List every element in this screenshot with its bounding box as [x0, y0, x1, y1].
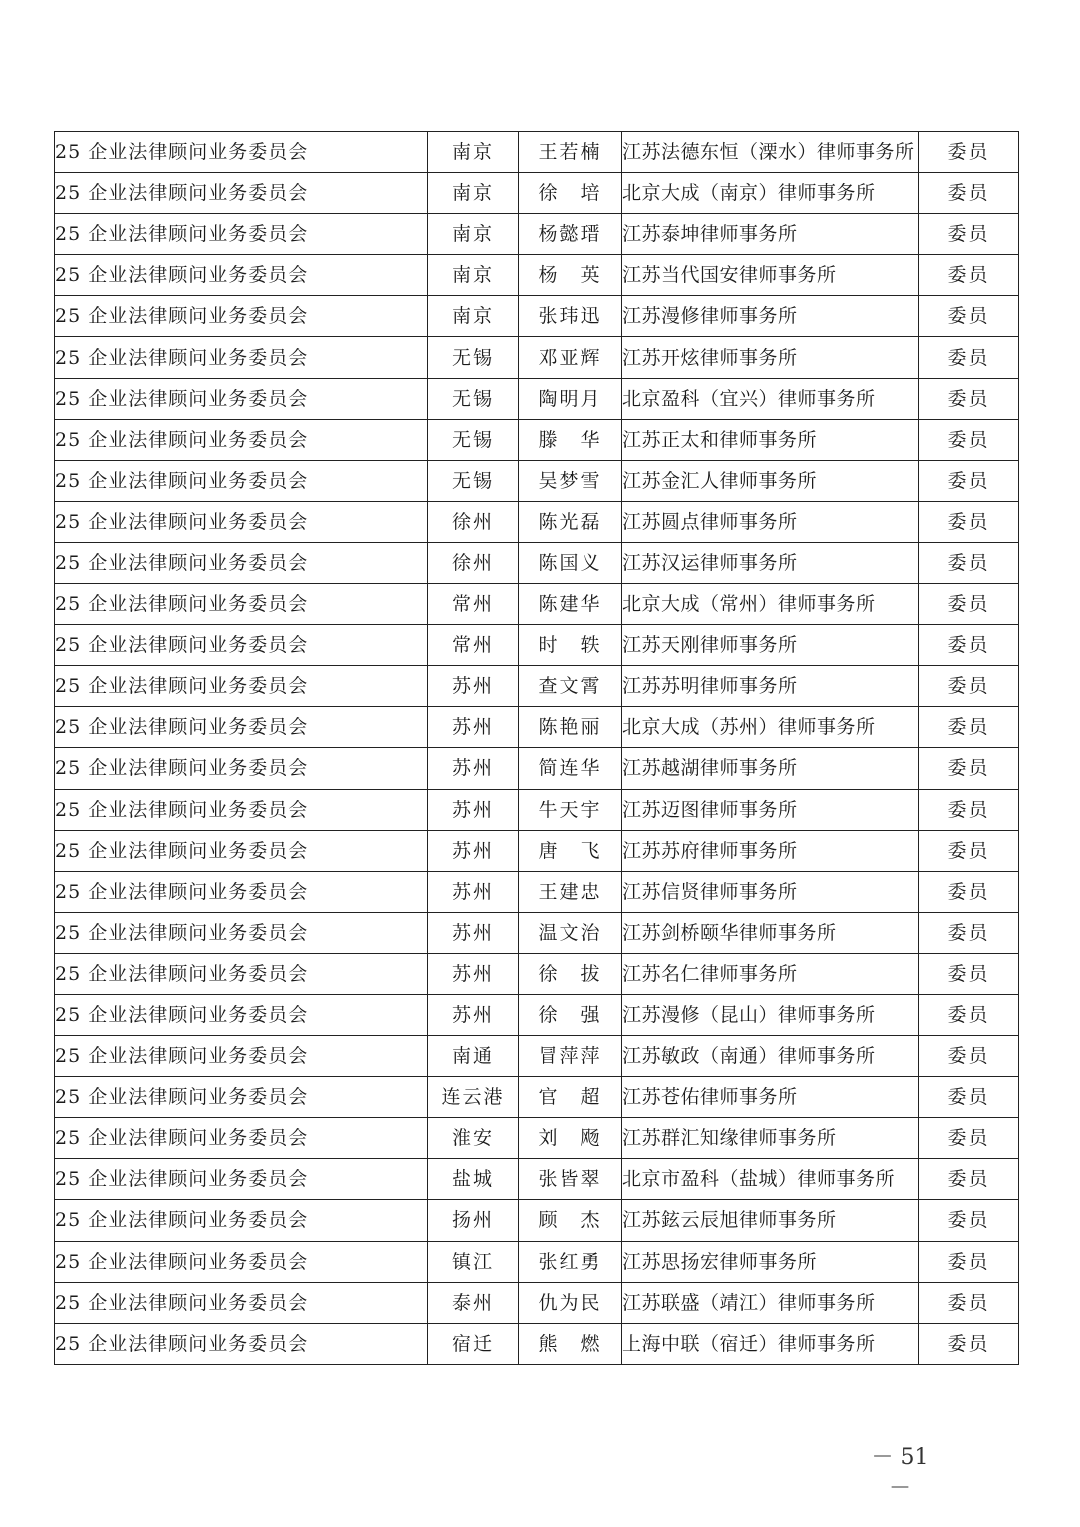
member-name-cell: 徐 培 — [519, 173, 622, 214]
role-cell: 委员 — [919, 830, 1019, 871]
committee-cell: 25 企业法律顾问业务委员会 — [55, 666, 428, 707]
law-firm-cell: 江苏漫修律师事务所 — [622, 296, 919, 337]
committee-cell: 25 企业法律顾问业务委员会 — [55, 1200, 428, 1241]
city-cell: 无锡 — [428, 460, 519, 501]
member-name-cell: 冒萍萍 — [519, 1036, 622, 1077]
committee-cell: 25 企业法律顾问业务委员会 — [55, 707, 428, 748]
member-name-cell: 徐 拔 — [519, 953, 622, 994]
role-cell: 委员 — [919, 912, 1019, 953]
city-cell: 苏州 — [428, 748, 519, 789]
member-name-cell: 简连华 — [519, 748, 622, 789]
law-firm-cell: 江苏迈图律师事务所 — [622, 789, 919, 830]
law-firm-cell: 江苏金汇人律师事务所 — [622, 460, 919, 501]
role-cell: 委员 — [919, 1077, 1019, 1118]
committee-cell: 25 企业法律顾问业务委员会 — [55, 1241, 428, 1282]
member-name-cell: 邓亚辉 — [519, 337, 622, 378]
table-row — [55, 1323, 1019, 1364]
role-cell: 委员 — [919, 173, 1019, 214]
law-firm-cell: 江苏思扬宏律师事务所 — [622, 1241, 919, 1282]
city-cell: 南京 — [428, 296, 519, 337]
role-cell: 委员 — [919, 1200, 1019, 1241]
committee-cell: 25 企业法律顾问业务委员会 — [55, 1159, 428, 1200]
role-cell: 委员 — [919, 132, 1019, 173]
role-cell: 委员 — [919, 994, 1019, 1035]
committee-cell: 25 企业法律顾问业务委员会 — [55, 1036, 428, 1077]
law-firm-cell: 江苏法德东恒（溧水）律师事务所 — [622, 132, 919, 173]
city-cell: 宿迁 — [428, 1323, 519, 1364]
table-row — [55, 584, 1019, 625]
city-cell: 徐州 — [428, 542, 519, 583]
table-row — [55, 1241, 1019, 1282]
member-name-cell: 杨懿瑨 — [519, 214, 622, 255]
table-row — [55, 1036, 1019, 1077]
role-cell: 委员 — [919, 871, 1019, 912]
committee-cell: 25 企业法律顾问业务委员会 — [55, 584, 428, 625]
member-name-cell: 张皆翠 — [519, 1159, 622, 1200]
table-row — [55, 1159, 1019, 1200]
table-row — [55, 871, 1019, 912]
member-name-cell: 王建忠 — [519, 871, 622, 912]
committee-cell: 25 企业法律顾问业务委员会 — [55, 296, 428, 337]
table-row — [55, 419, 1019, 460]
table-row — [55, 132, 1019, 173]
committee-cell: 25 企业法律顾问业务委员会 — [55, 132, 428, 173]
committee-cell: 25 企业法律顾问业务委员会 — [55, 501, 428, 542]
role-cell: 委员 — [919, 1282, 1019, 1323]
role-cell: 委员 — [919, 501, 1019, 542]
committee-cell: 25 企业法律顾问业务委员会 — [55, 953, 428, 994]
table-row — [55, 953, 1019, 994]
role-cell: 委员 — [919, 584, 1019, 625]
city-cell: 苏州 — [428, 953, 519, 994]
role-cell: 委员 — [919, 542, 1019, 583]
committee-cell: 25 企业法律顾问业务委员会 — [55, 789, 428, 830]
committee-cell: 25 企业法律顾问业务委员会 — [55, 255, 428, 296]
role-cell: 委员 — [919, 378, 1019, 419]
city-cell: 南通 — [428, 1036, 519, 1077]
law-firm-cell: 江苏正太和律师事务所 — [622, 419, 919, 460]
member-name-cell: 吴梦雪 — [519, 460, 622, 501]
role-cell: 委员 — [919, 748, 1019, 789]
role-cell: 委员 — [919, 953, 1019, 994]
member-name-cell: 仇为民 — [519, 1282, 622, 1323]
law-firm-cell: 江苏苍佑律师事务所 — [622, 1077, 919, 1118]
committee-cell: 25 企业法律顾问业务委员会 — [55, 460, 428, 501]
law-firm-cell: 江苏开炫律师事务所 — [622, 337, 919, 378]
table-row — [55, 625, 1019, 666]
member-name-cell: 滕 华 — [519, 419, 622, 460]
city-cell: 淮安 — [428, 1118, 519, 1159]
member-name-cell: 唐 飞 — [519, 830, 622, 871]
law-firm-cell: 北京市盈科（盐城）律师事务所 — [622, 1159, 919, 1200]
law-firm-cell: 江苏信贤律师事务所 — [622, 871, 919, 912]
table-row — [55, 789, 1019, 830]
member-name-cell: 查文霄 — [519, 666, 622, 707]
law-firm-cell: 江苏天刚律师事务所 — [622, 625, 919, 666]
city-cell: 苏州 — [428, 666, 519, 707]
committee-cell: 25 企业法律顾问业务委员会 — [55, 830, 428, 871]
law-firm-cell: 江苏汉运律师事务所 — [622, 542, 919, 583]
role-cell: 委员 — [919, 1159, 1019, 1200]
law-firm-cell: 江苏泰坤律师事务所 — [622, 214, 919, 255]
committee-cell: 25 企业法律顾问业务委员会 — [55, 337, 428, 378]
member-name-cell: 张红勇 — [519, 1241, 622, 1282]
committee-cell: 25 企业法律顾问业务委员会 — [55, 214, 428, 255]
table-row — [55, 542, 1019, 583]
law-firm-cell: 江苏敏政（南通）律师事务所 — [622, 1036, 919, 1077]
city-cell: 无锡 — [428, 419, 519, 460]
law-firm-cell: 江苏苏明律师事务所 — [622, 666, 919, 707]
law-firm-cell: 江苏剑桥颐华律师事务所 — [622, 912, 919, 953]
role-cell: 委员 — [919, 296, 1019, 337]
table-row — [55, 501, 1019, 542]
role-cell: 委员 — [919, 1241, 1019, 1282]
city-cell: 盐城 — [428, 1159, 519, 1200]
city-cell: 南京 — [428, 173, 519, 214]
law-firm-cell: 江苏群汇知缘律师事务所 — [622, 1118, 919, 1159]
role-cell: 委员 — [919, 337, 1019, 378]
law-firm-cell: 江苏联盛（靖江）律师事务所 — [622, 1282, 919, 1323]
member-name-cell: 温文治 — [519, 912, 622, 953]
law-firm-cell: 江苏圆点律师事务所 — [622, 501, 919, 542]
committee-cell: 25 企业法律顾问业务委员会 — [55, 173, 428, 214]
table-row — [55, 1118, 1019, 1159]
city-cell: 连云港 — [428, 1077, 519, 1118]
city-cell: 苏州 — [428, 830, 519, 871]
member-name-cell: 陈国义 — [519, 542, 622, 583]
law-firm-cell: 江苏当代国安律师事务所 — [622, 255, 919, 296]
committee-cell: 25 企业法律顾问业务委员会 — [55, 625, 428, 666]
law-firm-cell: 北京大成（苏州）律师事务所 — [622, 707, 919, 748]
role-cell: 委员 — [919, 1323, 1019, 1364]
member-name-cell: 刘 飏 — [519, 1118, 622, 1159]
committee-cell: 25 企业法律顾问业务委员会 — [55, 1323, 428, 1364]
member-name-cell: 徐 强 — [519, 994, 622, 1035]
city-cell: 苏州 — [428, 871, 519, 912]
page-number: － 51 － — [871, 1445, 929, 1501]
city-cell: 常州 — [428, 584, 519, 625]
city-cell: 常州 — [428, 625, 519, 666]
member-name-cell: 陶明月 — [519, 378, 622, 419]
member-roster-table — [54, 131, 1019, 1365]
committee-cell: 25 企业法律顾问业务委员会 — [55, 378, 428, 419]
city-cell: 无锡 — [428, 337, 519, 378]
law-firm-cell: 江苏鉉云辰旭律师事务所 — [622, 1200, 919, 1241]
member-name-cell: 时 轶 — [519, 625, 622, 666]
law-firm-cell: 上海中联（宿迁）律师事务所 — [622, 1323, 919, 1364]
city-cell: 南京 — [428, 255, 519, 296]
table-row — [55, 830, 1019, 871]
role-cell: 委员 — [919, 214, 1019, 255]
role-cell: 委员 — [919, 255, 1019, 296]
table-row — [55, 296, 1019, 337]
member-name-cell: 官 超 — [519, 1077, 622, 1118]
table-row — [55, 912, 1019, 953]
role-cell: 委员 — [919, 1036, 1019, 1077]
table-row — [55, 994, 1019, 1035]
city-cell: 苏州 — [428, 912, 519, 953]
committee-cell: 25 企业法律顾问业务委员会 — [55, 1077, 428, 1118]
table-row — [55, 666, 1019, 707]
city-cell: 镇江 — [428, 1241, 519, 1282]
city-cell: 苏州 — [428, 789, 519, 830]
committee-cell: 25 企业法律顾问业务委员会 — [55, 994, 428, 1035]
table-row — [55, 1282, 1019, 1323]
member-name-cell: 牛天宇 — [519, 789, 622, 830]
table-row — [55, 1077, 1019, 1118]
committee-cell: 25 企业法律顾问业务委员会 — [55, 871, 428, 912]
table-row — [55, 707, 1019, 748]
member-name-cell: 陈建华 — [519, 584, 622, 625]
role-cell: 委员 — [919, 625, 1019, 666]
role-cell: 委员 — [919, 460, 1019, 501]
law-firm-cell: 北京大成（南京）律师事务所 — [622, 173, 919, 214]
city-cell: 泰州 — [428, 1282, 519, 1323]
table-row — [55, 378, 1019, 419]
law-firm-cell: 江苏漫修（昆山）律师事务所 — [622, 994, 919, 1035]
roster-table-body — [55, 132, 1019, 1365]
role-cell: 委员 — [919, 1118, 1019, 1159]
member-name-cell: 张玮迅 — [519, 296, 622, 337]
table-row — [55, 748, 1019, 789]
law-firm-cell: 江苏苏府律师事务所 — [622, 830, 919, 871]
city-cell: 苏州 — [428, 707, 519, 748]
member-name-cell: 王若楠 — [519, 132, 622, 173]
committee-cell: 25 企业法律顾问业务委员会 — [55, 542, 428, 583]
city-cell: 南京 — [428, 132, 519, 173]
table-row — [55, 214, 1019, 255]
role-cell: 委员 — [919, 419, 1019, 460]
role-cell: 委员 — [919, 707, 1019, 748]
member-name-cell: 杨 英 — [519, 255, 622, 296]
table-row — [55, 337, 1019, 378]
law-firm-cell: 北京盈科（宜兴）律师事务所 — [622, 378, 919, 419]
committee-cell: 25 企业法律顾问业务委员会 — [55, 419, 428, 460]
member-name-cell: 陈艳丽 — [519, 707, 622, 748]
city-cell: 徐州 — [428, 501, 519, 542]
committee-cell: 25 企业法律顾问业务委员会 — [55, 912, 428, 953]
table-row — [55, 173, 1019, 214]
member-name-cell: 熊 燃 — [519, 1323, 622, 1364]
law-firm-cell: 江苏名仁律师事务所 — [622, 953, 919, 994]
city-cell: 无锡 — [428, 378, 519, 419]
law-firm-cell: 北京大成（常州）律师事务所 — [622, 584, 919, 625]
table-row — [55, 460, 1019, 501]
committee-cell: 25 企业法律顾问业务委员会 — [55, 1282, 428, 1323]
law-firm-cell: 江苏越湖律师事务所 — [622, 748, 919, 789]
role-cell: 委员 — [919, 789, 1019, 830]
table-row — [55, 1200, 1019, 1241]
city-cell: 苏州 — [428, 994, 519, 1035]
member-name-cell: 陈光磊 — [519, 501, 622, 542]
role-cell: 委员 — [919, 666, 1019, 707]
committee-cell: 25 企业法律顾问业务委员会 — [55, 1118, 428, 1159]
committee-cell: 25 企业法律顾问业务委员会 — [55, 748, 428, 789]
member-name-cell: 顾 杰 — [519, 1200, 622, 1241]
city-cell: 扬州 — [428, 1200, 519, 1241]
table-row — [55, 255, 1019, 296]
city-cell: 南京 — [428, 214, 519, 255]
